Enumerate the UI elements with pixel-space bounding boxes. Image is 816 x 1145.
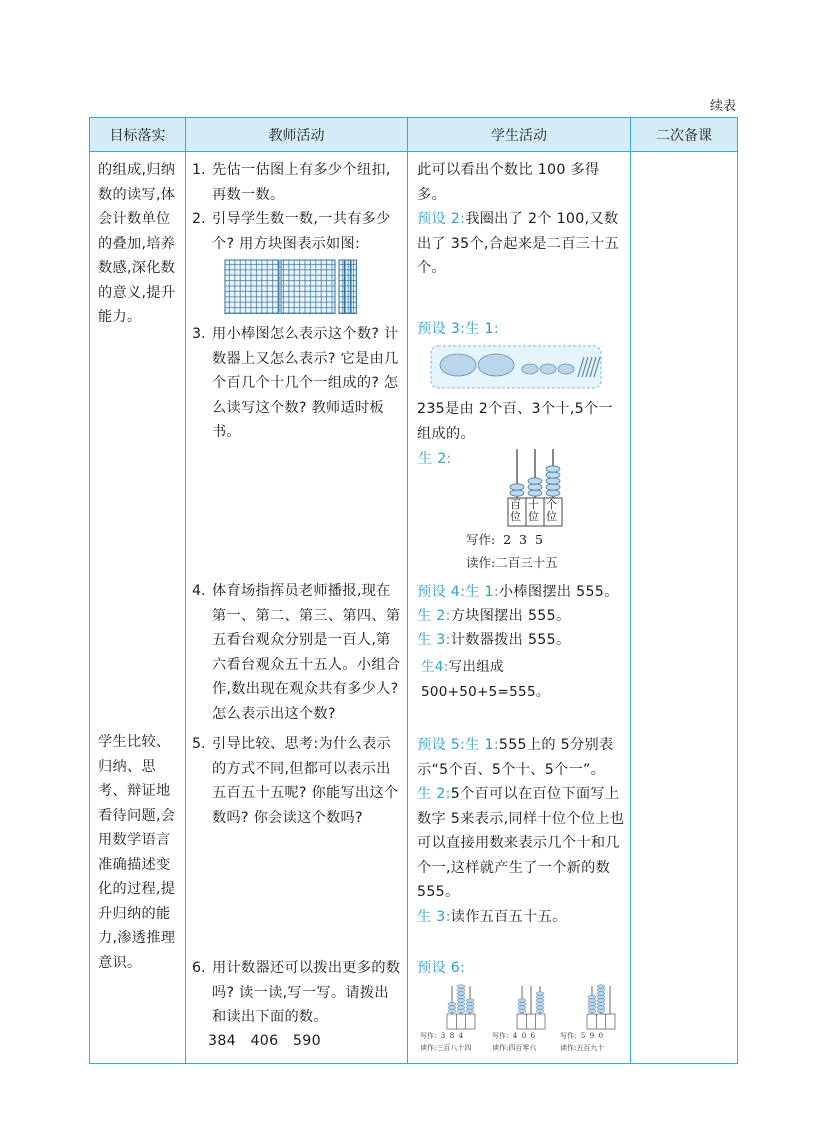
preset-4-s4-text: 写出组成500+50+5=555。 (421, 659, 550, 700)
preset-5-text: 555上的 5分别表示“5个百、5个十、5个一”。 (417, 737, 614, 778)
preset-4-s2 (417, 604, 625, 629)
goals-cell (90, 152, 186, 1064)
preset-2-text: 我圈出了 2个 100,又数出了 35个,合起来是二百三十五个。 (417, 211, 620, 276)
goals-block-2: 学生比较、归纳、思考、辩证地看待问题,会用数学语言准确描述变化的过程,提升归纳的能力,渗透推理意识。 (98, 734, 176, 971)
preset-2-label: 预设 2: (417, 211, 466, 227)
header-student: 学生活动 (408, 118, 631, 152)
preset-5-s2 (417, 782, 625, 905)
teacher-item-5: 引导比较、思考:为什么表示的方式不同,但都可以表示出五百五十五呢? 你能写出这个数吗? 你会读这个数吗? (212, 736, 399, 826)
table-row (90, 152, 738, 1064)
preset-5-s3-label: 生 3: (417, 909, 451, 925)
second-prep-cell[interactable] (631, 152, 738, 1064)
abacus-406-write: 写作: 4 0 6 (492, 1032, 536, 1040)
teacher-item-1: 先估一估图上有多少个纽扣,再数一数。 (212, 162, 391, 203)
teacher-item-2: 引导学生数一数,一共有多少个? 用方块图表示如图: (212, 211, 391, 252)
preset-5-s3 (417, 905, 625, 930)
teacher-item-3-num: 3. (192, 326, 206, 342)
preset-4 (417, 580, 625, 605)
header-goals: 目标落实 (90, 118, 186, 152)
small-abaci (432, 984, 624, 1032)
abacus-read: 读作:二百三十五 (466, 555, 558, 570)
preset-5-s3-text: 读作五百五十五。 (450, 909, 567, 925)
preset-3-label: 预设 3:生 1: (417, 321, 499, 337)
preset-4-s4 (421, 655, 629, 704)
preset-4-s3-label: 生 3: (417, 632, 451, 648)
table-header-row (90, 118, 738, 152)
abacus-place-tens: 十位 (528, 498, 539, 523)
teacher-cell (186, 152, 408, 1064)
block-diagram (224, 259, 360, 314)
student-preset-2 (417, 207, 625, 281)
preset-4-label: 预设 4:生 1: (417, 584, 499, 600)
abacus-place-hundreds: 百位 (510, 498, 521, 523)
abacus-write: 写作: 2 3 5 (466, 532, 543, 547)
abacus-406-read: 读作:四百零六 (492, 1044, 537, 1052)
preset-5-label: 预设 5:生 1: (417, 737, 499, 753)
student-s1: 此可以看出个数比 100 多得多。 (417, 162, 600, 203)
teacher-numbers: 384 406 590 (208, 1033, 321, 1049)
preset-4-s3 (417, 628, 625, 653)
abacus-place-ones: 个位 (546, 498, 557, 523)
preset-3-text: 235是由 2个百、3个十,5个一组成的。 (417, 401, 613, 442)
teacher-item-4-num: 4. (192, 583, 206, 599)
goals-block-1: 的组成,归纳数的读写,体会计数单位的叠加,培养数感,深化数的意义,提升能力。 (98, 162, 176, 325)
student-cell (408, 152, 631, 1064)
teacher-item-3: 用小棒图怎么表示这个数? 计数器上又怎么表示? 它是由几个百几个十几个一组成的? 怎么读写这个数? 教师适时板书。 (212, 326, 399, 440)
preset-4-s4-label: 生4: (421, 659, 449, 675)
abacus-590-read: 读作:五百九十 (560, 1044, 605, 1052)
teacher-item-6-num: 6. (192, 960, 206, 976)
teacher-item-4: 体育场指挥员老师播报,现在第一、第二、第三、第四、第五看台观众分别是一百人,第六看台观众五十五人。小组合作,数出现在观众共有多少人? 怎么表示出这个数? (212, 583, 401, 722)
stick-bundles-image (430, 345, 602, 389)
header-second-prep: 二次备课 (631, 118, 738, 152)
abacus-384-read: 读作:三百八十四 (420, 1044, 472, 1052)
header-teacher: 教师活动 (186, 118, 408, 152)
teacher-item-1-num: 1. (192, 162, 206, 178)
abacus-590-write: 写作: 5 9 0 (560, 1032, 604, 1040)
teacher-item-6: 用计数器还可以拨出更多的数吗? 读一读,写一写。请拨出和读出下面的数。 (212, 960, 401, 1025)
lesson-table (89, 117, 738, 1064)
abacus-384-write: 写作: 3 8 4 (420, 1032, 464, 1040)
preset-4-s2-label: 生 2: (417, 608, 451, 624)
preset-6-label: 预设 6: (417, 960, 466, 976)
teacher-item-2-num: 2. (192, 211, 206, 227)
preset-5 (417, 733, 625, 782)
continued-label: 续表 (709, 99, 736, 114)
preset-4-s3-text: 计数器拨出 555。 (450, 632, 571, 648)
preset-5-s2-label: 生 2: (417, 786, 451, 802)
preset-4-s2-text: 方块图摆出 555。 (450, 608, 571, 624)
teacher-item-5-num: 5. (192, 736, 206, 752)
preset-4-text: 小棒图摆出 555。 (498, 584, 619, 600)
preset-5-s2-text: 5个百可以在百位下面写上数字 5来表示,同样十位个位上也可以直接用数来表示几个十和几个一,这样就产生了一个新的数 555。 (417, 786, 625, 900)
preset-3-sheng2: 生 2: (418, 451, 452, 467)
